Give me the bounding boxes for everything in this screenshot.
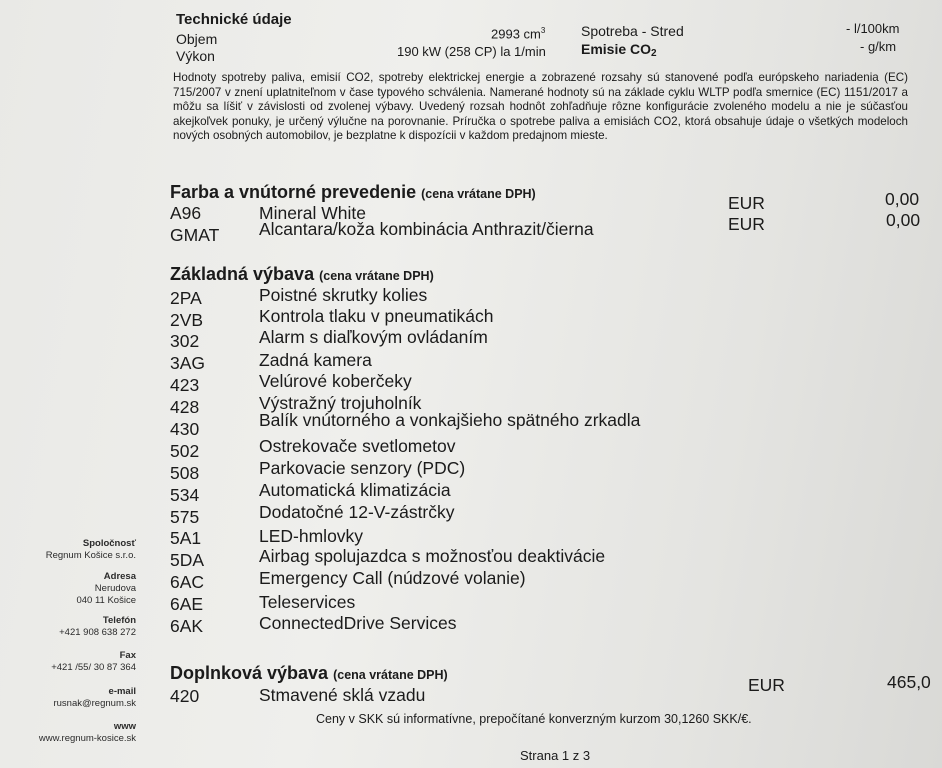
emisie-label: Emisie CO2 bbox=[581, 41, 657, 59]
basic-item-desc: Balík vnútorného a vonkajšieho spätného zrkadla bbox=[259, 410, 641, 430]
tech-title: Technické údaje bbox=[176, 11, 292, 28]
company-value: Regnum Košice s.r.o. bbox=[45, 550, 136, 561]
color-item-currency: EUR bbox=[728, 193, 765, 213]
phone-label: Telefón bbox=[102, 615, 136, 626]
email-value: rusnak@regnum.sk bbox=[53, 698, 136, 709]
vykon-value: 190 kW (258 CP) la 1/min bbox=[397, 44, 546, 59]
basic-item-code: 508 bbox=[170, 463, 200, 483]
basic-item-desc: Emergency Call (núdzové volanie) bbox=[259, 568, 526, 588]
basic-item-code: 423 bbox=[170, 375, 200, 395]
basic-item-desc: Parkovacie senzory (PDC) bbox=[259, 458, 466, 478]
basic-item-desc: Zadná kamera bbox=[259, 350, 372, 370]
color-item-currency: EUR bbox=[728, 214, 765, 234]
basic-item-code: 428 bbox=[170, 397, 200, 417]
address-line1: Nerudova bbox=[94, 583, 136, 594]
legal-disclaimer: Hodnoty spotreby paliva, emisií CO2, spotreby elektrickej energie a zobrazené rozsahy sú stanovené podľa európskeho nariadenia (EC) 715/2007 v znení uplatniteľnom v čase typového schválenia. Namerané hodnoty sú na základe cyklu WLTP podľa smernice (EC) 1151/2017 a môžu sa líšiť v závislosti od zvolenej výbavy. Uvedený rozsah hodnôt zohľadňuje rôzne konfigurácie zvoleného modelu a nie je súčasťou akejkoľvek ponuky, je určený výlučne na porovnanie. Príručka o spotrebe paliva a emisiách CO2, ktorá obsahuje údaje o všetkých modeloch nových osobných automobilov, je bezplatne k dispozícii v každom predajnom mieste. bbox=[173, 71, 908, 143]
extra-item-desc: Stmavené sklá vzadu bbox=[259, 685, 426, 705]
color-item-price: 0,00 bbox=[886, 210, 921, 230]
basic-item-desc: Poistné skrutky kolies bbox=[259, 285, 428, 305]
basic-item-desc: Ostrekovače svetlometov bbox=[259, 436, 456, 456]
extra-item-price: 465,0 bbox=[887, 672, 931, 692]
basic-item-desc: LED-hmlovky bbox=[259, 526, 364, 546]
www-label: www bbox=[113, 721, 136, 732]
basic-section-title: Základná výbava (cena vrátane DPH) bbox=[170, 264, 434, 284]
extra-section-title: Doplnková výbava (cena vrátane DPH) bbox=[170, 663, 448, 683]
basic-item-code: 534 bbox=[170, 485, 200, 505]
company-label: Spoločnosť bbox=[82, 538, 136, 549]
page-number: Strana 1 z 3 bbox=[520, 748, 591, 763]
color-item-desc: Alcantara/koža kombinácia Anthrazit/čierna bbox=[259, 219, 594, 239]
basic-item-desc: Automatická klimatizácia bbox=[259, 480, 451, 500]
phone-value: +421 908 638 272 bbox=[59, 627, 136, 638]
basic-item-code: 575 bbox=[170, 507, 200, 527]
extra-item-currency: EUR bbox=[748, 675, 785, 695]
basic-item-desc: Velúrové koberčeky bbox=[259, 371, 412, 391]
sidebar-email bbox=[53, 686, 136, 710]
basic-item-code: 5A1 bbox=[170, 528, 202, 548]
fax-label: Fax bbox=[119, 650, 136, 661]
sidebar-address bbox=[76, 571, 136, 607]
color-item-price: 0,00 bbox=[885, 189, 920, 209]
basic-item-desc: Teleservices bbox=[259, 592, 356, 612]
basic-item-code: 430 bbox=[170, 419, 200, 439]
basic-item-desc: Dodatočné 12-V-zástrčky bbox=[259, 502, 455, 522]
basic-item-code: 6AK bbox=[170, 616, 204, 636]
basic-item-code: 3AG bbox=[170, 353, 206, 373]
address-line2: 040 11 Košice bbox=[76, 595, 136, 606]
color-item-desc: Mineral White bbox=[259, 203, 366, 223]
basic-item-code: 6AE bbox=[170, 594, 204, 614]
basic-item-code: 302 bbox=[170, 331, 200, 351]
vykon-label: Výkon bbox=[176, 48, 215, 64]
sidebar-fax bbox=[51, 650, 136, 674]
basic-item-desc: Alarm s diaľkovým ovládaním bbox=[259, 327, 488, 347]
basic-item-desc: Výstražný trojuholník bbox=[259, 393, 422, 413]
www-value: www.regnum-kosice.sk bbox=[38, 733, 136, 744]
extra-item-code: 420 bbox=[170, 686, 200, 706]
objem-value: 2993 $cm^3$ bbox=[491, 26, 546, 42]
basic-item-desc: ConnectedDrive Services bbox=[259, 613, 457, 633]
currency-note: Ceny v SKK sú informatívne, prepočítané konverzným kurzom 30,1260 SKK/€. bbox=[316, 712, 752, 726]
basic-item-code: 5DA bbox=[170, 550, 205, 570]
sidebar-phone bbox=[59, 615, 136, 639]
spotreba-label: Spotreba - Stred bbox=[581, 23, 684, 39]
basic-item-desc: Kontrola tlaku v pneumatikách bbox=[259, 306, 494, 326]
fax-value: +421 /55/ 30 87 364 bbox=[51, 662, 136, 673]
email-label: e-mail bbox=[108, 686, 136, 697]
objem-label: Objem bbox=[176, 31, 218, 47]
basic-item-desc: Airbag spolujazdca s možnosťou deaktivácie bbox=[259, 546, 606, 566]
color-item-code: A96 bbox=[170, 203, 202, 223]
emisie-value: - g/km bbox=[860, 39, 897, 54]
address-label: Adresa bbox=[103, 571, 136, 582]
sidebar-company bbox=[46, 538, 136, 562]
basic-item-code: 6AC bbox=[170, 572, 205, 592]
basic-item-code: 2VB bbox=[170, 310, 204, 330]
spotreba-value: - l/100km bbox=[846, 21, 900, 36]
sidebar-www bbox=[39, 721, 136, 745]
color-item-code: GMAT bbox=[170, 225, 220, 245]
basic-item-code: 2PA bbox=[170, 288, 202, 308]
basic-item-code: 502 bbox=[170, 441, 200, 461]
color-section-title: Farba a vnútorné prevedenie (cena vrátane DPH) bbox=[170, 182, 536, 202]
